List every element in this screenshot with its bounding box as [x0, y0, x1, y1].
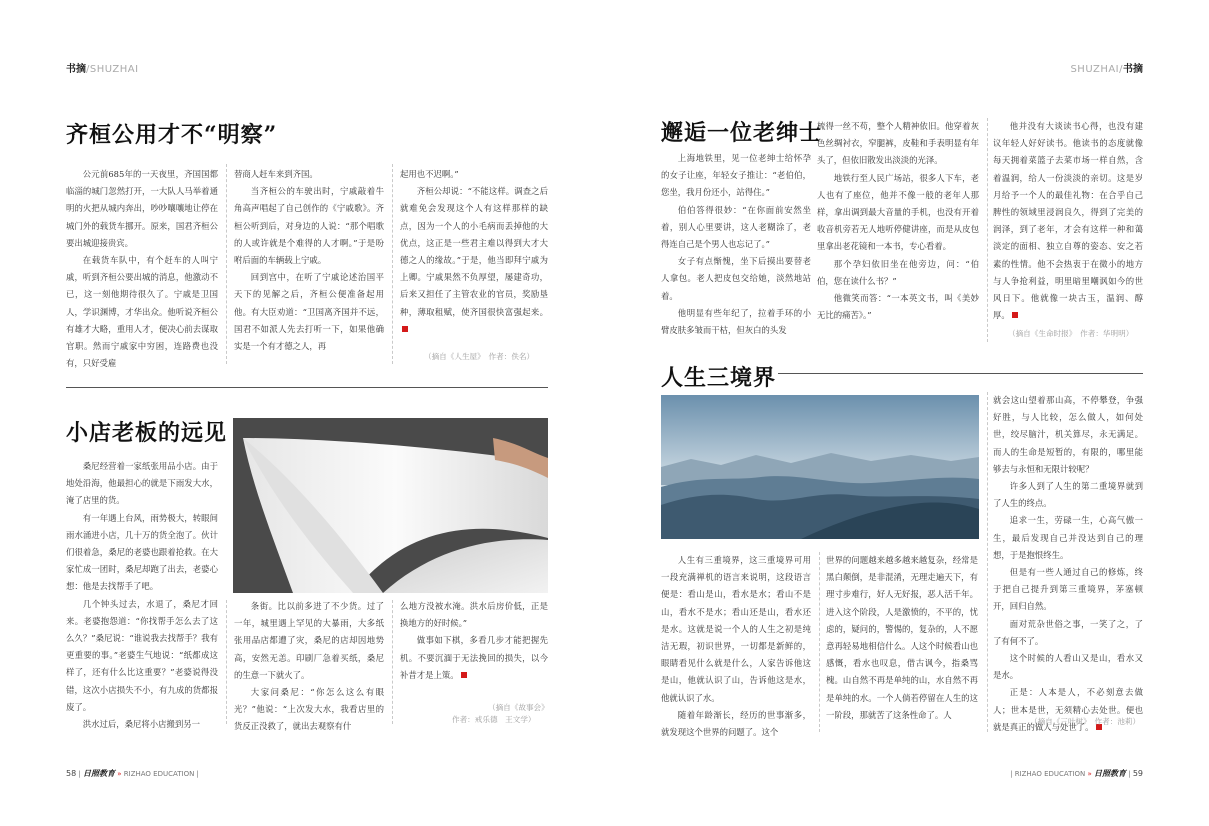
end-mark-icon [461, 672, 467, 678]
article2-column-1 [66, 458, 218, 733]
paragraph: 上海地铁里，见一位老绅士给怀孕的女子让座，年轻女子推让：“老伯伯，您坐，我月份还小，站得住。” [661, 153, 811, 198]
article4-column-3: 就会这山望着那山高，不停攀登，争强好胜，与人比较，怎么做人，如何处世，绞尽脑汁，机关算尽，永无满足。而人的生命是短暂的，有限的，哪里能够去与永恒和无限计较呢？ 许多人到了人生的第二重境界就到了人生的终点。 追求一生，劳碌一生，心高气傲一生，最后发现自己并没达到自己的理想，于是抱恨终生。 但是有一些人通过自己的修炼，终于把自己提升到第三重境界，茅塞顿开，回归自然。 面对荒杂世俗之事，一笑了之，了了有何不了。 这个时候的人看山又是山，看水又是水。 正是：人本是人，不必刻意去做人；世本是世，无须精心去处世。便也就是真正的做人与处世了。 [993, 392, 1143, 736]
paragraph: 这个时候的人看山又是山，看水又是水。 [993, 653, 1143, 681]
paragraph: 随着年龄渐长，经历的世事渐多，就发现这个世界的问题了。这个 [661, 709, 811, 738]
right-magazine-logo: 日照教育 [1094, 769, 1126, 778]
left-magazine-logo: 日照教育 [83, 769, 115, 778]
article2-column-3: 么地方没被水淹。洪水后房价低，正是换地方的好时候。” 做事如下棋，多看几步才能把握先机。不要沉湎于无法挽回的损失，以今补昔才是上策。 [400, 598, 548, 684]
paragraph: 回到宫中，在听了宁戚论述治国平天下的见解之后，齐桓公便准备起用他。有大臣劝道：“卫国离齐国并不远，国君不如派人先去打听一下，如果他确实是一个有才德之人，再 [234, 272, 384, 352]
paragraph: 许多人到了人生的第二重境界就到了人生的终点。 [993, 481, 1143, 509]
article2-column-2: 条街。比以前多进了不少货。过了一年，城里遇上罕见的大暴雨，大多纸张用品店都遭了灾，桑尼的店却因地势高，安然无恙。印刷厂急着买纸，桑尼的生意一下就火了。 大家问桑尼：“你怎么这么有眼光？”他说：“上次发大水，我看店里的货反正没救了，就出去观察有什 [234, 598, 384, 736]
misty-mountains-photo [661, 395, 979, 539]
paragraph: 他明显有些年纪了，拉着手环的小臂皮肤多皱而干枯，但灰白的头发 [661, 307, 811, 336]
paragraph: 正是：人本是人，不必刻意去做人；世本是世，无须精心去处世。便也就是真正的做人与处世了。 [993, 687, 1143, 732]
article3-column-3 [993, 118, 1143, 324]
paragraph: 但是有一些人通过自己的修炼，终于把自己提升到第三重境界，茅塞顿开，回归自然。 [993, 567, 1143, 612]
paragraph: 那个孕妇依旧坐在他旁边，问：“伯伯，您在读什么书？” [817, 258, 979, 286]
paragraph: 追求一生，劳碌一生，心高气傲一生，最后发现自己并没达到自己的理想，于是抱恨终生。 [993, 515, 1143, 560]
article2-title: 小店老板的远见 [66, 420, 228, 446]
paragraph: 桑尼经营着一家纸张用品小店。由于地处沿海，他最担心的就是下雨发大水，淹了店里的货。 [66, 461, 218, 506]
article4-source: （摘自《三叶树》 作者：池莉） [1030, 717, 1141, 726]
paragraph: 他并没有大谈读书心得，也没有建议年轻人好好读书。他读书的态度就像每天拥着菜篮子去菜市场一样自然，含着温润，给人一份淡淡的亲切。这是岁月给予一个人的最佳礼物：在合乎自己脾性的领域里浸润良久，得到了完美的润泽，到了老年，才会有这样一种和蔼淡定的面相、独立自尊的姿态、安之若素的性情。他不会热衷于在微小的地方与人争抢利益，明里暗里嘲讽如今的世风日下。他就像一块古玉，温润、醇厚。 [993, 121, 1143, 321]
paragraph: 人生有三重境界，这三重境界可用一段充满禅机的语言来说明，这段语言便是：看山是山，看水是水；看山不是山，看水不是水；看山还是山，看水还是水。这就是说一个人的人生之初是纯洁无瑕，初识世界，一切都是新鲜的，眼睛看见什么就是什么，人家告诉他这是山，他就认识了山，告诉他这是水，他就认识了水。 [661, 555, 811, 703]
article4-title-rule [778, 373, 1143, 374]
paragraph: 当齐桓公的车驶出时，宁戚敲着牛角高声唱起了自己创作的《宁戚歌》。齐桓公听到后，对身边的人说：“那个唱歌的人或许就是个难得的人才啊。”于是吩咐后面的车辆载上宁戚。 [234, 186, 384, 266]
article3-source: （摘自《生命时报》 作者：华明明） [1008, 329, 1134, 338]
paragraph: 齐桓公却说：“不能这样。调查之后就难免会发现这个人有这样那样的缺点，因为一个人的小毛病而丢掉他的大优点，这正是一些君主难以得到大才大德之人的缘故。”于是，他当即拜宁戚为上卿。宁戚果然不负厚望，屡建奇功，后来又担任了主管农业的官员，奖励垦种，薄取租赋，使齐国很快富强起来。 [400, 183, 548, 338]
article2-source-line2: 作者：戒乐德 王文学） [452, 715, 536, 724]
right-page-number: 59 [1132, 769, 1143, 778]
paragraph: 洪水过后，桑尼将小店搬到另一 [82, 719, 201, 730]
paragraph: 有一年遇上台风，雨势极大，转眼间雨水涌进小店，几十万的货全泡了。伙计们很着急，桑尼的老婆也跟着抢救。在大家忙成一团时，桑尼却跑了出去，老婆心想：他是去找帮手了吧。 [66, 512, 218, 592]
paragraph: 他微笑而答：“一本英文书，叫《美妙无比的痛苦》。” [817, 293, 979, 321]
article1-title: 齐桓公用才不“明察” [66, 122, 278, 148]
paragraph: 公元前685年的一天夜里，齐国国都临淄的城门忽然打开，一大队人马举着通明的火把从城内奔出，吵吵嚷嚷地让停在城门外的载货车挪开。原来，国君齐桓公要出城迎接贵宾。 [66, 169, 218, 248]
article3-column-2: 梳得一丝不苟，整个人精神依旧。他穿着灰色丝绸衬衣，窄腿裤，皮鞋和手表明显有年头了，但依旧散发出淡淡的光泽。 地铁行至人民广场站，很多人下车，老人也有了座位，他并不像一般的老年人那样，拿出调到最大音量的手机，也没有开着收音机旁若无人地听停健讲座，而是从皮包里拿出老花镜和一本书，专心看着。 那个孕妇依旧坐在他旁边，问：“伯伯，您在读什么书？” 他微笑而答：“一本英文书，叫《美妙无比的痛苦》。” [817, 118, 979, 324]
article3-column-1 [661, 150, 811, 339]
end-mark-icon [402, 326, 408, 332]
article1-column-3: 起用也不迟啊。” 齐桓公却说：“不能这样。调查之后就难免会发现这个人有这样那样的缺点，因为一个人的小毛病而丢掉他的大优点，这正是一些君主难以得到大才大德之人的缘故。”于是，他当即拜宁戚为上卿。宁戚果然不负厚望，屡建奇功，后来又担任了主管农业的官员，奖励垦种，薄取租赋，使齐国很快富强起来。 [400, 166, 548, 338]
article1-column-1 [66, 166, 218, 372]
article4-column-1 [661, 552, 811, 741]
article4-title: 人生三境界 [661, 365, 777, 391]
left-footer: 58 | 日照教育 » RIZHAO EDUCATION | [66, 769, 199, 778]
paragraph: 几个钟头过去，水退了，桑尼才回来。老婆抱怨道：“你找帮手怎么去了这么久？”桑尼说：“谁说我去找帮手？我有更重要的事。”老婆生气地说：“纸都成这样了，还有什么比这重要？”老婆说得没错，这次小店损失不小，有九成的货都报废了。 [66, 598, 218, 712]
article3-title: 邂逅一位老绅士 [661, 120, 823, 146]
right-section-header: SHUZHAI/书摘 [1070, 64, 1143, 75]
article2-source-line1: （摘自《故事会》 [488, 703, 549, 712]
paragraph: 女子有点惭愧，坐下后摸出要替老人拿包。老人把皮包交给她，淡然地站着。 [661, 256, 811, 301]
curled-paper-photo [233, 418, 548, 593]
paragraph: 大家问桑尼：“你怎么这么有眼光？”他说：“上次发大水，我看店里的货反正没救了，就出去观察有什 [234, 687, 384, 732]
article1-source: （摘自《人生屋》 作者：佚名） [424, 352, 535, 361]
paragraph: 面对荒杂世俗之事，一笑了之，了了有何不了。 [993, 618, 1143, 646]
article4-column-2: 世界的问题越来越多越来越复杂，经常是黑白颠倒，是非混淆，无理走遍天下，有理寸步难行，好人无好报，恶人活千年。进入这个阶段，人是激愤的，不平的，忧虑的，疑问的，警惕的，复杂的，人不愿意再轻易地相信什么。人这个时候看山也感慨，看水也叹息，借古讽今，指桑骂槐。山自然不再是单纯的山，水自然不再是单纯的水。一个人倘若停留在人生的这一阶段，那就苦了这条性命了。人 [826, 555, 978, 720]
paragraph: 伯伯答得很妙：“在你面前安然坐着，别人心里要讲，这人老糊涂了，老得连自己是个男人也忘记了。” [661, 204, 811, 250]
right-footer: | RIZHAO EDUCATION » 日照教育 | 59 [1010, 769, 1143, 778]
paragraph: 做事如下棋，多看几步才能把握先机。不要沉湎于无法挽回的损失，以今补昔才是上策。 [400, 635, 548, 680]
paragraph: 在载货车队中，有个赶车的人叫宁戚，听到齐桓公要出城的消息，他激动不已，这一刻他期待很久了。宁戚是卫国人，学识渊博，才华出众。他听说齐桓公有雄才大略，重用人才，便决心前去谋取官职。然而宁戚家中穷困，连路费也没有，只好受雇 [66, 255, 218, 369]
article1-column-2: 替商人赶车来到齐国。 当齐桓公的车驶出时，宁戚敲着牛角高声唱起了自己创作的《宁戚歌》。齐桓公听到后，对身边的人说：“那个唱歌的人或许就是个难得的人才啊。”于是吩咐后面的车辆载上宁戚。 回到宫中，在听了宁戚论述治国平天下的见解之后，齐桓公便准备起用他。有大臣劝道：“卫国离齐国并不远，国君不如派人先去打听一下，如果他确实是一个有才德之人，再 [234, 166, 384, 355]
paragraph: 地铁行至人民广场站，很多人下车，老人也有了座位，他并不像一般的老年人那样，拿出调到最大音量的手机，也没有开着收音机旁若无人地听停健讲座，而是从皮包里拿出老花镜和一本书，专心看着。 [817, 172, 979, 252]
left-page-number: 58 [66, 769, 77, 778]
left-section-header: 书摘/SHUZHAI [66, 64, 139, 75]
end-mark-icon [1012, 312, 1018, 318]
section-divider [66, 387, 548, 388]
